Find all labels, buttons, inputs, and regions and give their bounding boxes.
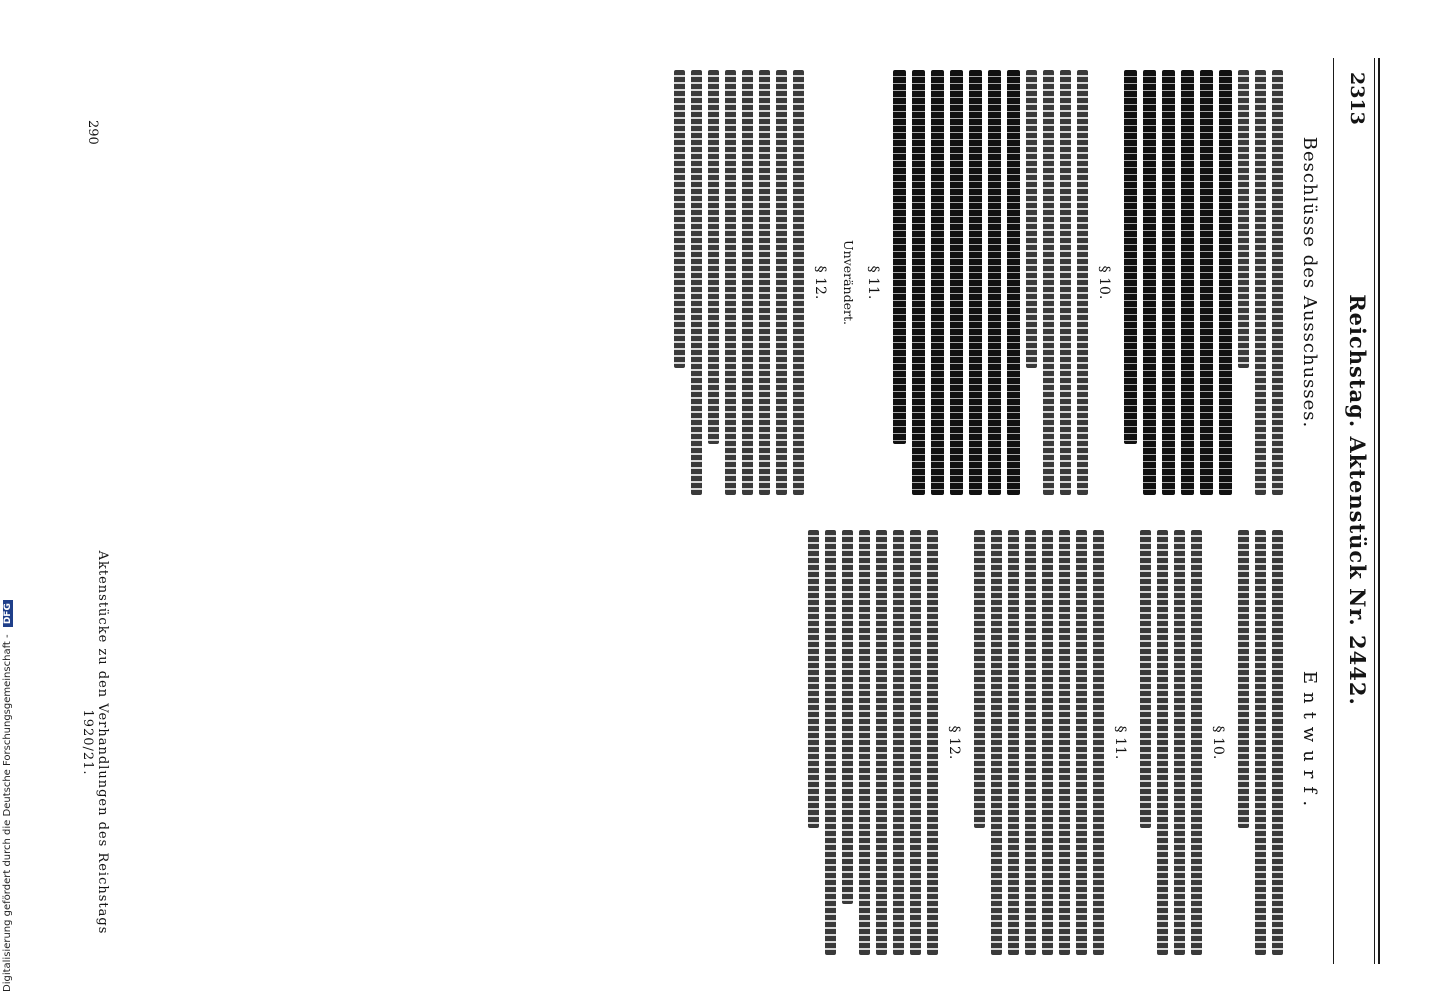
funding-note-text: Digitalisierung gefördert durch die Deutsche Forschungsgemeinschaft - — [2, 634, 13, 992]
illegible-text — [1238, 530, 1283, 955]
section-mark: § 10. — [1096, 265, 1112, 300]
column-heading: Entwurf. — [1299, 670, 1320, 815]
page-number: 2313 — [1346, 72, 1368, 125]
illegible-text — [674, 70, 804, 495]
illegible-text — [893, 70, 1088, 495]
footer-label: Aktenstücke zu den Verhandlungen des Reichstags 1920/21. — [80, 550, 110, 935]
section-text: Unverändert. — [841, 240, 856, 325]
illegible-text — [808, 530, 938, 955]
funding-note — [2, 600, 16, 992]
illegible-text — [1140, 530, 1202, 955]
section-mark: § 11. — [1112, 725, 1128, 760]
header-rule — [1378, 58, 1380, 964]
section-mark: § 12. — [812, 265, 828, 300]
header-rule — [1333, 58, 1334, 964]
column-bill-draft — [802, 530, 1320, 955]
header-rule — [1374, 58, 1375, 964]
column-heading: Beschlüsse des Ausschusses. — [1299, 136, 1320, 429]
section-mark: § 12. — [946, 725, 962, 760]
column-committee-resolutions — [668, 70, 1320, 495]
illegible-text — [1124, 70, 1283, 495]
running-head: Reichstag. Aktenstück Nr. 2442. — [1345, 294, 1370, 706]
section-mark: § 10. — [1210, 725, 1226, 760]
section-mark: § 11. — [865, 265, 881, 300]
illegible-text — [974, 530, 1104, 955]
footer-page-number: 290 — [85, 120, 100, 145]
dfg-logo: DFG — [3, 600, 13, 627]
